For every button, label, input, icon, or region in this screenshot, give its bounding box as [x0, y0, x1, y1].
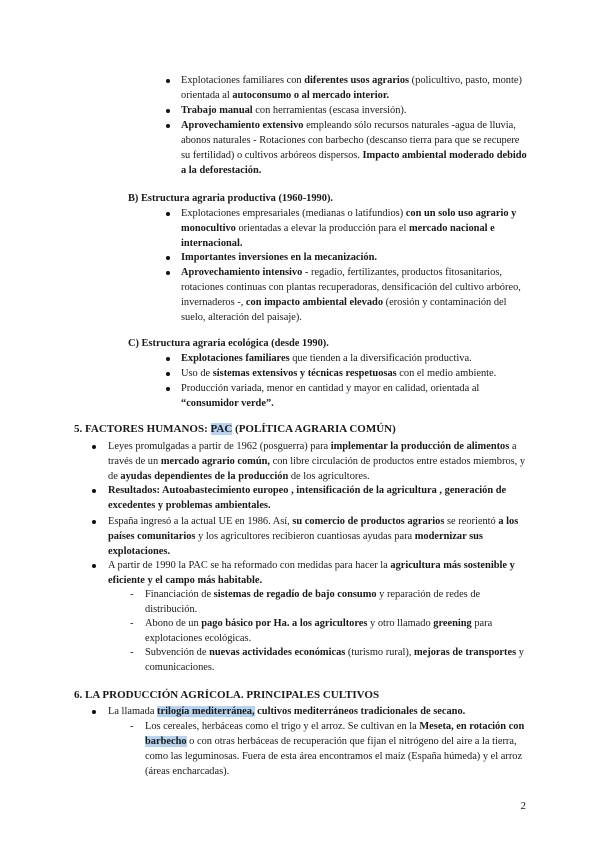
text-run: diferentes usos agrarios [304, 75, 410, 86]
bullet-dot [166, 212, 170, 216]
text-run: Abono de un [145, 618, 202, 629]
text-run: y otro llamado [367, 618, 434, 629]
text-run: autoconsumo o al mercado interior. [232, 90, 390, 101]
bullet-dot [92, 489, 96, 493]
text-run: greening [433, 618, 472, 629]
text-run: o con otras herbáceas de recuperación que fijan el nitrógeno del aire a la tierra, como las leguminosas. Fuera de esta área encontramos el maíz (España húmeda) y el arroz (áreas encharcadas). [145, 736, 523, 777]
text-run: con libre circulación de productos entre estados miembros, y de [108, 456, 526, 482]
subsection-title-c: C) Estructura agraria ecológica (desde 1990). [128, 338, 329, 349]
text-run: con el medio ambiente. [396, 368, 497, 379]
text-run: Leyes promulgadas a partir de 1962 (posguerra) para [108, 441, 331, 452]
dash-marker: - [130, 721, 134, 732]
dash-text [145, 645, 526, 675]
text-run: y reparación de redes de distribución. [145, 589, 481, 615]
text-run: España ingresó a la actual UE en 1986. Así, [108, 516, 293, 527]
text-run: Los cereales, herbáceas como el trigo y el arroz. Se cultivan en la [145, 721, 420, 732]
bullet-text [181, 250, 527, 265]
bullet-text [181, 351, 527, 366]
section-heading-6: 6. LA PRODUCCIÓN AGRÍCOLA. PRINCIPALES CULTIVOS [74, 689, 380, 701]
bullet-dot [166, 124, 170, 128]
text-run: mercado agrario común, [160, 456, 270, 467]
text-run: para explotaciones ecológicas. [145, 618, 493, 644]
text-run: a través de un [108, 441, 517, 467]
text-run: Explotaciones empresariales (medianas o latifundios) [181, 208, 406, 219]
text-run: con herramientas (escasa inversión). [252, 105, 407, 116]
text-run: con un solo uso agrario y monocultivo [181, 208, 517, 234]
bullet-dot [92, 564, 96, 568]
bullet-text [108, 514, 526, 559]
section-heading-5: 5. FACTORES HUMANOS: PAC (POLÍTICA AGRARIA COMÚN) [74, 423, 396, 435]
text-run: La llamada [108, 706, 158, 717]
highlighted-term: PAC [210, 423, 233, 435]
text-run: agricultura más sostenible y eficiente y el campo más habitable. [108, 560, 515, 586]
text-run: A partir de 1990 la PAC se ha reformado con medidas para hacer la [108, 560, 391, 571]
text-run: trilogía mediterránea, [157, 706, 255, 717]
text-run: mercado nacional e internacional. [181, 223, 495, 249]
text-run: y los agricultores recibieron cuantiosas ayudas para [195, 531, 415, 542]
text-run: - regadío, fertilizantes, productos fitosanitarios, rotaciones continuas con plantas recuperadoras, densificación del cultivo arbóreo, invernaderos -, [181, 267, 521, 308]
text-run: y comunicaciones. [145, 647, 524, 673]
bullet-text [181, 381, 527, 411]
bullet-dot [92, 520, 96, 524]
bullet-text [108, 558, 526, 588]
text-run: empleando sólo recursos naturales -agua de lluvia, abonos naturales - Rotaciones con barbecho (descanso tierra para que se recupere su fertilidad) o cultivos arbóreos dispersos. [181, 120, 520, 161]
bullet-text [108, 439, 526, 484]
text-run: con impacto ambiental elevado [245, 297, 384, 308]
text-run: (erosión y contaminación del suelo, alteración del paisaje). [181, 297, 507, 323]
bullet-text [181, 265, 527, 325]
bullet-text [108, 704, 526, 719]
bullet-text [181, 73, 527, 103]
text-run: Aprovechamiento intensivo [181, 267, 303, 278]
text-run: que tienden a la diversificación productiva. [289, 353, 472, 364]
bullet-dot [166, 109, 170, 113]
text-run: Subvención de [145, 647, 210, 658]
text-run: Impacto ambiental moderado debido a la deforestación. [181, 150, 527, 176]
bullet-dot [92, 445, 96, 449]
text-run: Trabajo manual [181, 105, 253, 116]
dash-text [145, 587, 526, 617]
text-run: de los agricultores. [288, 471, 370, 482]
text-run: modernizar sus explotaciones. [108, 531, 483, 557]
text-run: Aprovechamiento extensivo [181, 120, 304, 131]
text-run: cultivos mediterráneos tradicionales de secano. [254, 706, 466, 717]
dash-marker: - [130, 618, 134, 629]
text-run: Uso de [181, 368, 213, 379]
text-run: barbecho [145, 736, 187, 747]
bullet-dot [166, 271, 170, 275]
dash-marker: - [130, 647, 134, 658]
text-run: pago básico por Ha. a los agricultores [201, 618, 368, 629]
text-run: (turismo rural), [345, 647, 414, 658]
text-run: Explotaciones familiares con [181, 75, 305, 86]
text-run: ayudas dependientes de la producción [120, 471, 289, 482]
text-run: Financiación de [145, 589, 214, 600]
bullet-text [181, 366, 527, 381]
page-number: 2 [520, 800, 526, 812]
bullet-text [181, 103, 527, 118]
bullet-dot [166, 387, 170, 391]
text-run: Meseta, en rotación con [419, 721, 525, 732]
bullet-dot [166, 256, 170, 260]
dash-marker: - [130, 589, 134, 600]
bullet-dot [92, 710, 96, 714]
bullet-dot [166, 372, 170, 376]
text-run: Importantes inversiones en la mecanización. [181, 252, 377, 263]
bullet-text [181, 206, 527, 251]
text-run: implementar la producción de alimentos [330, 441, 510, 452]
text-run: sistemas extensivos y técnicas respetuosas [212, 368, 397, 379]
bullet-dot [166, 357, 170, 361]
subsection-title-b: B) Estructura agraria productiva (1960-1990). [128, 193, 334, 204]
text-run: “consumidor verde”. [181, 398, 274, 409]
bullet-dot [166, 79, 170, 83]
dash-text [145, 616, 526, 646]
text-run: (policultivo, pasto, monte) orientada al [181, 75, 522, 101]
dash-text [145, 719, 526, 779]
text-run: su comercio de productos agrarios [292, 516, 445, 527]
text-run: nuevas actividades económicas [209, 647, 346, 658]
text-run: Resultados: Autoabastecimiento europeo , intensificación de la agricultura , generación de excedentes y problemas ambientales. [108, 485, 507, 511]
bullet-text [108, 483, 526, 513]
text-run: se reorientó [444, 516, 499, 527]
text-run: a los países comunitarios [108, 516, 519, 542]
text-run: mejoras de transportes [414, 647, 517, 658]
text-run: Producción variada, menor en cantidad y mayor en calidad, orientada al [181, 383, 480, 394]
text-run: Explotaciones familiares [181, 353, 290, 364]
text-run: orientadas a elevar la producción para el [235, 223, 409, 234]
text-run: sistemas de regadío de bajo consumo [213, 589, 377, 600]
bullet-text [181, 118, 527, 178]
